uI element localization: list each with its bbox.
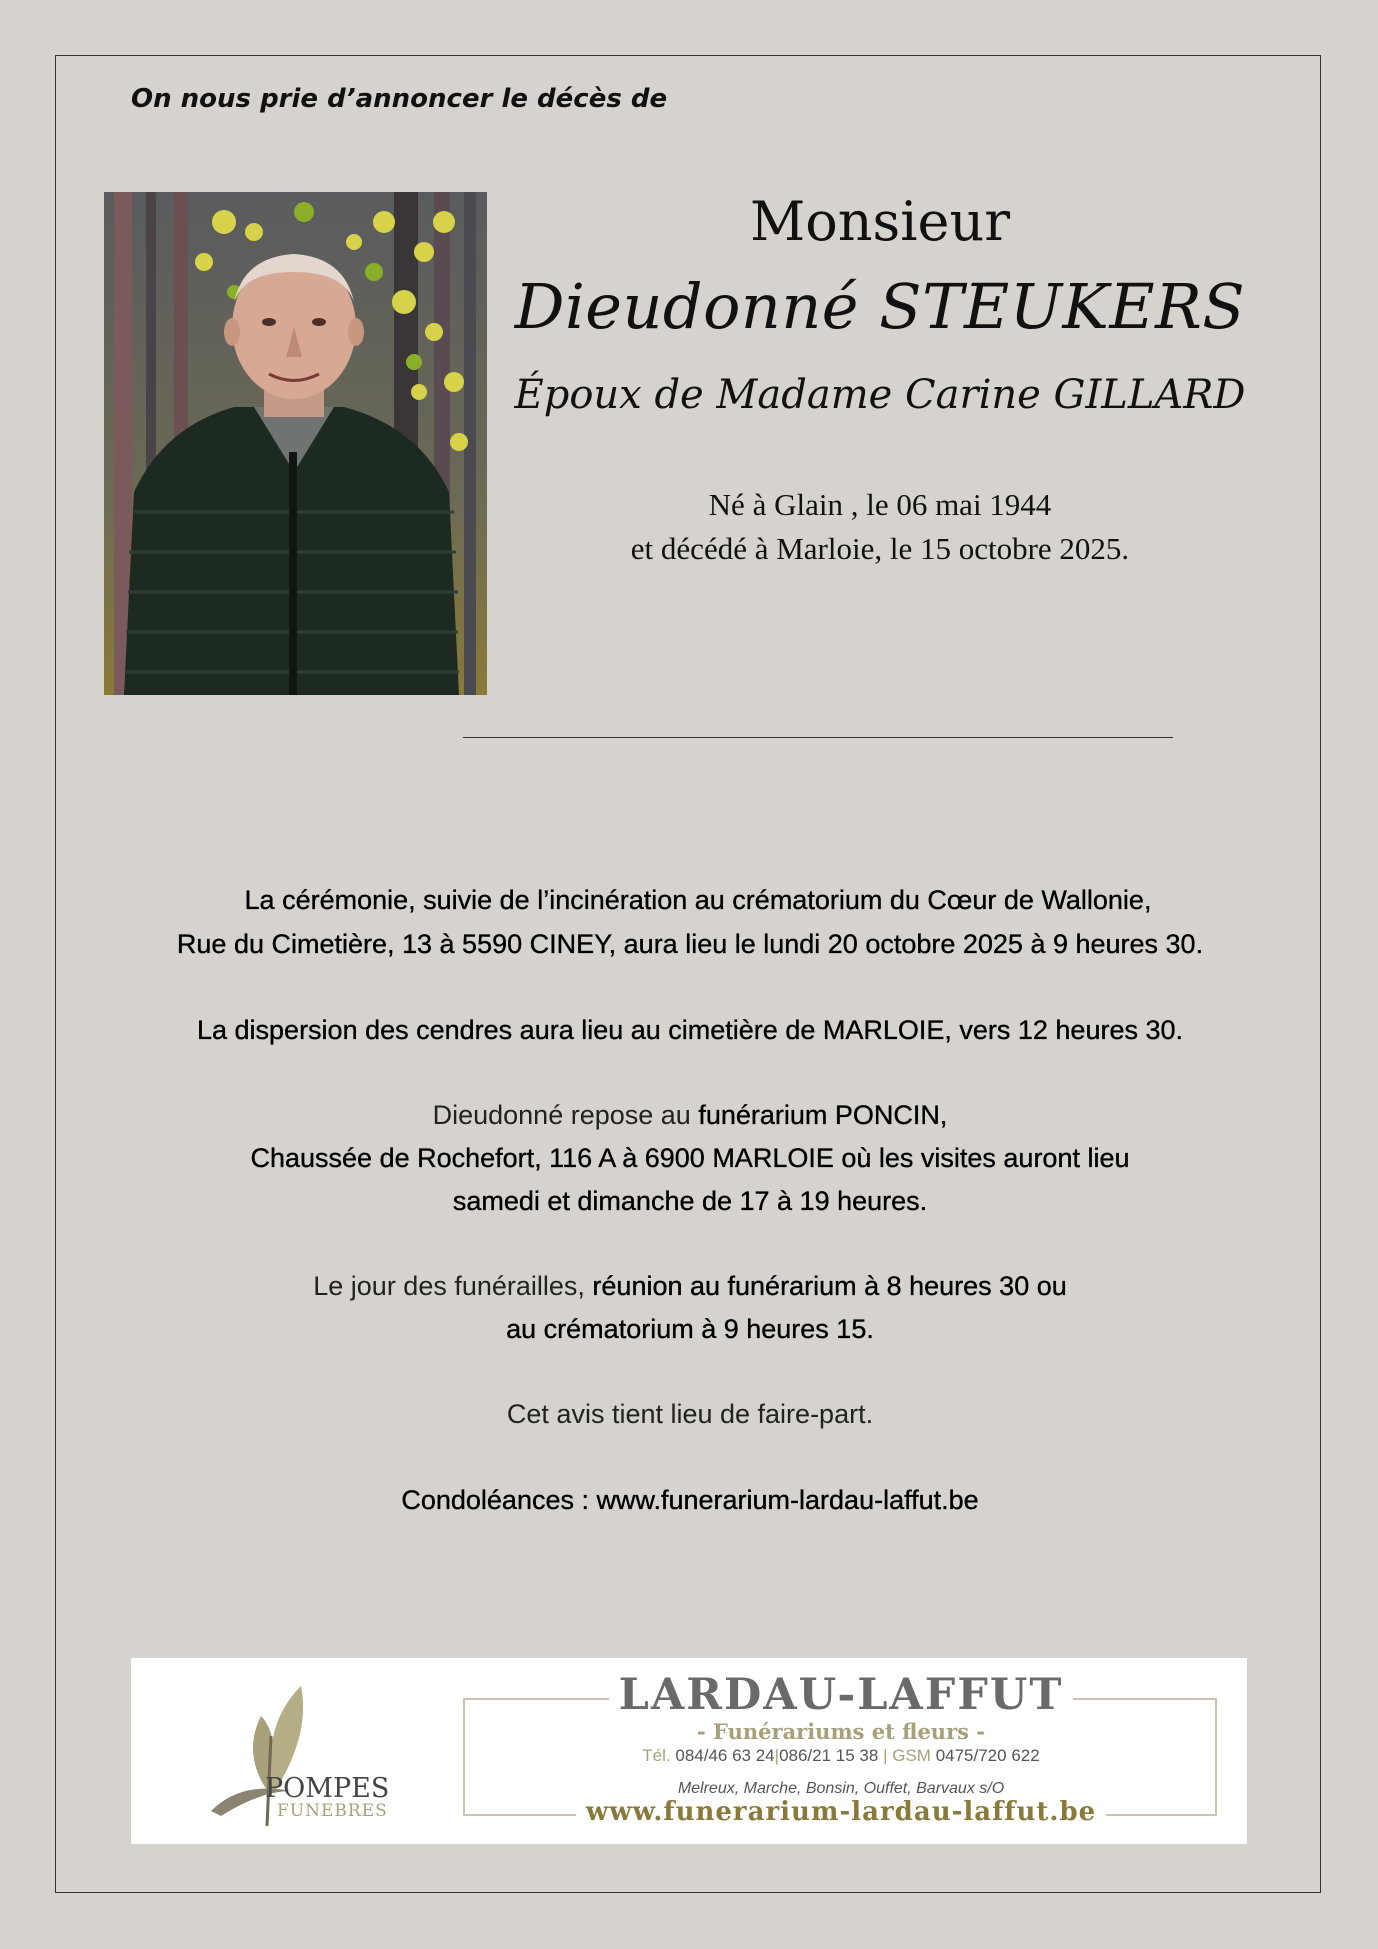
divider: [463, 737, 1173, 738]
deceased-name: Dieudonné STEUKERS: [514, 270, 1246, 343]
visits-line: samedi et dimanche de 17 à 19 heures.: [452, 1186, 928, 1216]
intro-text: On nous prie d’annoncer le décès de: [131, 84, 668, 114]
repose-text: Dieudonné repose au: [432, 1100, 699, 1130]
funeral-line-1: [80, 1271, 1300, 1302]
phone-line: Tél. 084/46 63 24|086/21 15 38 | GSM 0475/720 622: [642, 1746, 1040, 1765]
portrait-photo: [104, 192, 487, 695]
logo-text-pompes: POMPES: [265, 1773, 390, 1804]
birth-line: Né à Glain , le 06 mai 1944: [708, 487, 1052, 522]
repose-line: [80, 1100, 1300, 1131]
condolences-line: Condoléances : www.funerarium-lardau-laffut.be: [401, 1485, 979, 1515]
address-line: Chaussée de Rochefort, 116 A à 6900 MARLOIE où les visites auront lieu: [250, 1143, 1130, 1173]
funeral-intro: Le jour des funérailles,: [313, 1271, 593, 1301]
ceremony-line-2: Rue du Cimetière, 13 à 5590 CINEY, aura lieu le lundi 20 octobre 2025 à 9 heures 30.: [176, 929, 1204, 959]
funeral-line-2: au crématorium à 9 heures 15.: [506, 1314, 874, 1344]
logo-text-funebres: FUNEBRES: [277, 1801, 388, 1821]
brand-name: LARDAU-LAFFUT: [451, 1670, 1231, 1720]
notice-line: Cet avis tient lieu de faire-part.: [506, 1399, 874, 1429]
funeral-meeting: réunion au funérarium à 8 heures 30 ou: [592, 1271, 1067, 1301]
brand-subtitle: - Funérariums et fleurs -: [697, 1719, 985, 1744]
ceremony-line-1: La cérémonie, suivie de l’incinération au crématorium du Cœur de Wallonie,: [244, 885, 1152, 915]
death-line: et décédé à Marloie, le 15 octobre 2025.: [630, 531, 1130, 566]
honorific: Monsieur: [749, 190, 1011, 253]
branch-locations: Melreux, Marche, Bonsin, Ouffet, Barvaux s/O: [677, 1780, 1005, 1797]
spouse-line: Époux de Madame Carine GILLARD: [514, 372, 1246, 418]
website-url: www.funerarium-lardau-laffut.be: [451, 1797, 1231, 1827]
funeral-home-banner: [131, 1658, 1247, 1844]
repose-location: funérarium PONCIN,: [698, 1100, 948, 1130]
dispersion-line: La dispersion des cendres aura lieu au cimetière de MARLOIE, vers 12 heures 30.: [196, 1015, 1184, 1045]
